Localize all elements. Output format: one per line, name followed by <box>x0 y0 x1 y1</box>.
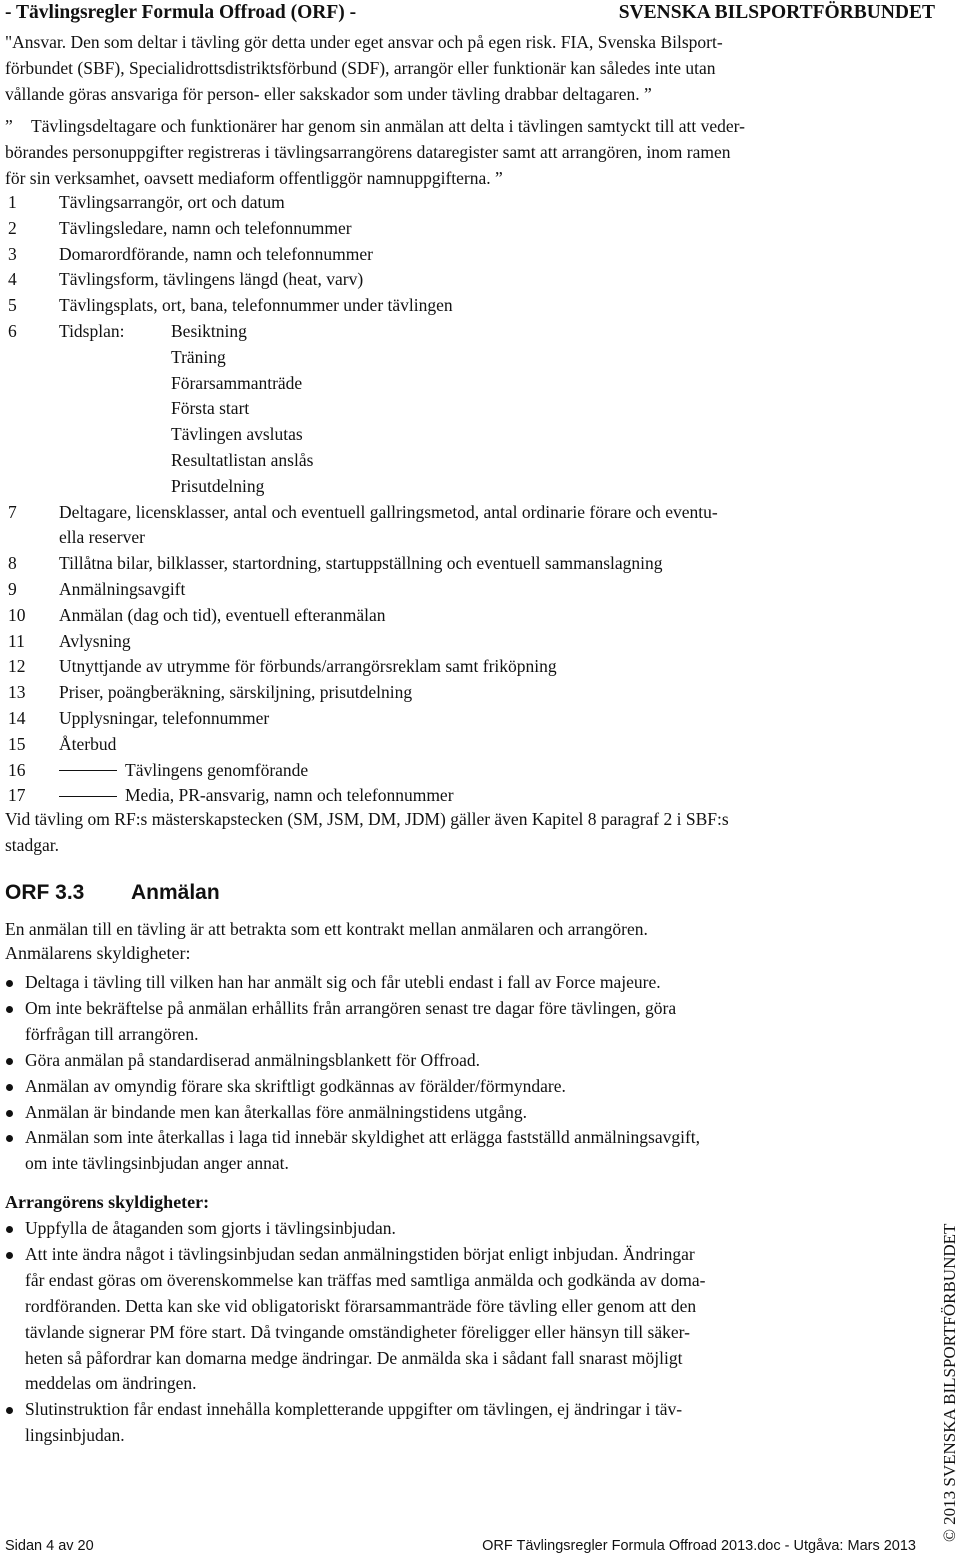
bullet-item <box>5 1100 885 1126</box>
list-text: Tävlingsform, tävlingens längd (heat, varv) <box>59 269 364 290</box>
organizer-duties-list <box>5 1216 885 1449</box>
footer-document-info: ORF Tävlingsregler Formula Offroad 2013.doc - Utgåva: Mars 2013 <box>482 1538 916 1554</box>
list-item <box>8 758 908 784</box>
bullet-item <box>5 1125 885 1177</box>
bullet-line: Slutinstruktion får endast innehålla kompletterande uppgifter om tävlingen, ej ändringar i täv- <box>25 1399 683 1420</box>
list-text-inner: Media, PR-ansvarig, namn och telefonnummer <box>125 785 454 806</box>
list-item <box>8 293 908 319</box>
list-number: 12 <box>8 656 26 677</box>
header-organization: SVENSKA BILSPORTFÖRBUNDET <box>618 2 935 23</box>
schedule-row <box>8 474 908 500</box>
list-number: 7 <box>8 501 17 522</box>
section-intro: En anmälan till en tävling är att betrakta som ett kontrakt mellan anmälaren och arrangören. <box>5 919 648 939</box>
page-header <box>5 2 935 28</box>
bullet-item <box>5 996 885 1048</box>
schedule-item: Träning <box>171 346 226 367</box>
bullet-item <box>5 1242 885 1397</box>
list-number: 10 <box>8 604 26 625</box>
bullet-line: Göra anmälan på standardiserad anmälningsblankett för Offroad. <box>25 1049 480 1070</box>
bullet-line: Uppfylla de åtaganden som gjorts i tävlingsinbjudan. <box>25 1218 396 1238</box>
paragraph-line <box>5 165 925 191</box>
bullet-line: tävlande signerar PM före start. Då tvingande omständigheter föreligger eller hänsyn till säker- <box>25 1321 690 1342</box>
bullet-line: om inte tävlingsinbjudan anger annat. <box>25 1153 289 1174</box>
list-item <box>8 680 908 706</box>
list-text: Avlysning <box>59 630 131 651</box>
bullet-item <box>5 970 885 996</box>
rf-note <box>5 806 925 858</box>
liability-paragraph <box>5 29 925 107</box>
list-text: Tävlingsplats, ort, bana, telefonnummer under tävlingen <box>59 295 453 316</box>
list-number: 13 <box>8 682 26 703</box>
list-text <box>59 500 718 552</box>
list-text: Tävlingsledare, namn och telefonnummer <box>59 217 352 238</box>
section-number: ORF 3.3 <box>5 881 85 904</box>
schedule-item: Prisutdelning <box>171 475 265 496</box>
applicant-duties-list <box>5 970 885 1177</box>
list-number: 9 <box>8 578 17 599</box>
list-item <box>8 267 908 293</box>
bullet-item <box>5 1048 885 1074</box>
bullet-line: lingsinbjudan. <box>25 1425 125 1446</box>
em-dash <box>59 770 117 771</box>
list-item <box>8 242 908 268</box>
copyright-sidebar <box>930 1212 960 1542</box>
bullet-line: Anmälan är bindande men kan återkallas före anmälningstidens utgång. <box>25 1101 527 1122</box>
schedule-row <box>8 345 908 371</box>
bullet-line: heten så påfordrar kan domarna medge ändringar. De anmälda ska i sådant fall snarast möjligt <box>25 1347 683 1368</box>
list-item <box>8 500 908 552</box>
paragraph-line <box>5 113 925 139</box>
list-item <box>8 629 908 655</box>
list-item <box>8 216 908 242</box>
list-text-inner: Tävlingens genomförande <box>125 759 309 780</box>
list-text: Utnyttjande av utrymme för förbunds/arrangörsreklam samt friköpning <box>59 656 557 677</box>
bullet-item <box>5 1397 885 1449</box>
paragraph-line: stadgar. <box>5 835 59 855</box>
list-text: Upplysningar, telefonnummer <box>59 707 270 728</box>
schedule-item: Första start <box>171 398 250 419</box>
bullet-line: Att inte ändra något i tävlingsinbjudan sedan anmälningstiden börjat enligt inbjudan. Ändringar <box>25 1243 695 1264</box>
footer-page-number: Sidan 4 av 20 <box>5 1538 94 1554</box>
schedule-row <box>8 422 908 448</box>
schedule-row <box>8 448 908 474</box>
bullet-line: får endast göras om överenskommelse kan träffas med samtliga anmälda och godkända av doma- <box>25 1269 706 1290</box>
paragraph-text: Tävlingsdeltagare och funktionärer har genom sin anmälan att delta i tävlingen samtyckt till att veder- <box>31 116 745 136</box>
list-text: Tillåtna bilar, bilklasser, startordning, startuppställning och eventuell sammanslagning <box>59 553 663 574</box>
quote-mark: ” <box>495 168 503 188</box>
bullet-line: Om inte bekräftelse på anmälan erhållits från arrangören senast tre dagar före tävlingen, göra <box>25 997 677 1018</box>
schedule-row <box>8 396 908 422</box>
list-number: 14 <box>8 707 26 728</box>
paragraph-text: för sin verksamhet, oavsett mediaform offentliggör namnuppgifterna. <box>5 168 491 188</box>
list-text: Tidsplan: <box>59 320 125 341</box>
list-item <box>8 706 908 732</box>
list-number: 5 <box>8 295 17 316</box>
list-item <box>8 190 908 216</box>
list-text: Anmälningsavgift <box>59 578 186 599</box>
list-text: Tävlingsarrangör, ort och datum <box>59 192 285 212</box>
paragraph-line: börandes personuppgifter registreras i tävlingsarrangörens dataregister samt att arrangören, inom ramen <box>5 142 731 162</box>
list-number: 6 <box>8 320 17 341</box>
list-text-line: Deltagare, licensklasser, antal och eventuell gallringsmetod, antal ordinarie förare och eventu- <box>59 501 718 522</box>
paragraph-line: Vid tävling om RF:s mästerskapstecken (SM, JSM, DM, JDM) gäller även Kapitel 8 paragraf 2 i SBF:s <box>5 809 729 829</box>
list-item <box>8 732 908 758</box>
bullet-line: rordföranden. Detta kan ske vid obligatoriskt förarsammanträde före tävling eller genom att den <box>25 1295 697 1316</box>
list-number: 8 <box>8 553 17 574</box>
list-text-line: ella reserver <box>59 527 145 548</box>
list-number: 4 <box>8 269 17 290</box>
organizer-heading: Arrangörens skyldigheter: <box>5 1192 210 1212</box>
list-text: Priser, poängberäkning, särskiljning, prisutdelning <box>59 682 413 703</box>
header-title: - Tävlingsregler Formula Offroad (ORF) - <box>5 2 357 23</box>
quote-mark: ” <box>644 84 652 104</box>
bullet-line: Anmälan av omyndig förare ska skriftligt godkännas av förälder/förmyndare. <box>25 1075 566 1096</box>
list-item <box>8 654 908 680</box>
bullet-item <box>5 1216 885 1242</box>
schedule-item: Förarsammanträde <box>171 372 303 393</box>
list-number: 1 <box>8 192 17 212</box>
schedule-row <box>8 371 908 397</box>
list-text: Domarordförande, namn och telefonnummer <box>59 243 373 264</box>
list-number: 16 <box>8 759 26 780</box>
em-dash <box>59 796 117 797</box>
schedule-item: Besiktning <box>171 320 247 341</box>
list-text: Återbud <box>59 733 117 754</box>
list-text <box>59 758 308 784</box>
bullet-line: förfrågan till arrangören. <box>25 1023 199 1044</box>
bullet-line: Anmälan som inte återkallas i laga tid innebär skyldighet att erlägga fastställd anmälningsavgift, <box>25 1127 701 1148</box>
invitation-contents-list <box>8 190 908 809</box>
applicant-heading: Anmälarens skyldigheter: <box>5 943 191 963</box>
bullet-item <box>5 1074 885 1100</box>
list-text: Anmälan (dag och tid), eventuell efteranmälan <box>59 604 386 625</box>
personal-data-paragraph <box>5 113 925 191</box>
bullet-line: Deltaga i tävling till vilken han har anmält sig och får utebli endast i fall av Force majeure. <box>25 972 661 992</box>
list-item <box>8 551 908 577</box>
list-item <box>8 577 908 603</box>
list-number: 15 <box>8 733 26 754</box>
list-number: 11 <box>8 630 25 651</box>
list-item <box>8 603 908 629</box>
quote-mark: ” <box>5 116 13 136</box>
list-number: 2 <box>8 217 17 238</box>
list-item <box>8 319 908 345</box>
bullet-line: meddelas om ändringen. <box>25 1373 197 1394</box>
paragraph-line: "Ansvar. Den som deltar i tävling gör detta under eget ansvar och på egen risk. FIA, Svenska Bilsport- <box>5 32 723 52</box>
schedule-item: Resultatlistan anslås <box>171 449 314 470</box>
schedule-item: Tävlingen avslutas <box>171 424 303 445</box>
paragraph-line <box>5 81 925 107</box>
paragraph-line: förbundet (SBF), Specialidrottsdistriktsförbund (SDF), arrangör eller funktionär kan således inte utan <box>5 58 716 78</box>
list-number: 17 <box>8 785 26 806</box>
paragraph-text: vållande göras ansvariga för person- eller sakskador som under tävling drabbar deltagaren. <box>5 84 640 104</box>
section-title: Anmälan <box>131 881 220 904</box>
list-number: 3 <box>8 243 17 264</box>
section-heading <box>5 881 220 905</box>
copyright-text: © 2013 SVENSKA BILSPORTFÖRBUNDET <box>940 1223 959 1542</box>
